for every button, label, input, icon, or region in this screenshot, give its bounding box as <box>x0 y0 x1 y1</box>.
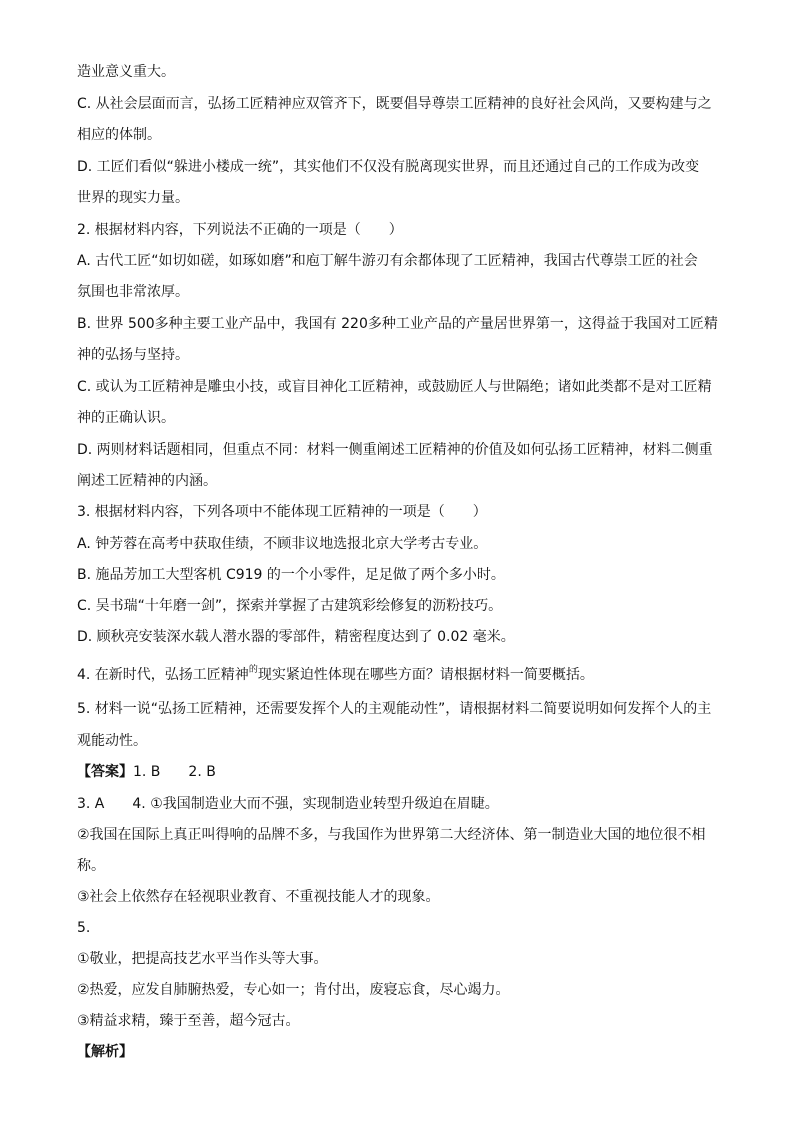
text-line: D. 工匠们看似“躲进小楼成一统”，其实他们不仅没有脱离现实世界，而且还通过自己的工作成为改变 <box>77 159 700 175</box>
question-4 <box>77 666 594 684</box>
answer-line: ②我国在国际上真正叫得响的品牌不多，与我国作为世界第二大经济体、第一制造业大国的地位很不相 <box>77 827 706 843</box>
text-line: 氛围也非常浓厚。 <box>77 284 189 300</box>
answer-line: ③社会上依然存在轻视职业教育、不重视技能人才的现象。 <box>77 889 440 905</box>
text-line: 阐述工匠精神的内涵。 <box>77 473 217 489</box>
text-line: 造业意义重大。 <box>77 64 175 80</box>
text-line: B. 世界 500多种主要工业产品中，我国有 220多种工业产品的产量居世界第一，这得益于我国对工匠精 <box>77 316 718 332</box>
answer-label: 【答案】 <box>77 764 133 780</box>
answer-line: ③精益求精，臻于至善，超今冠古。 <box>77 1013 300 1029</box>
text-line: C. 吴书瑞“十年磨一剑”，探索并掌握了古建筑彩绘修复的沥粉技巧。 <box>77 598 503 614</box>
answer-line: 5. <box>77 920 91 936</box>
answer-line: ①敬业，把提高技艺水平当作头等大事。 <box>77 951 328 967</box>
text-line: C. 或认为工匠精神是雕虫小技，或盲目神化工匠精神，或鼓励匠人与世隔绝；诸如此类都不是对工匠精 <box>77 379 712 395</box>
text-line: D. 顾秋亮安装深水载人潜水器的零部件，精密程度达到了 0.02 毫米。 <box>77 629 515 645</box>
q4-superscript: 的 <box>248 665 258 675</box>
answer-text: 1. B 2. B <box>133 764 216 780</box>
question-3: 3. 根据材料内容，下列各项中不能体现工匠精神的一项是（ ） <box>77 504 487 520</box>
text-line: 神的正确认识。 <box>77 410 175 426</box>
q4-text-start: 4. 在新时代，弘扬工匠精神 <box>77 667 249 683</box>
text-line: 观能动性。 <box>77 733 147 749</box>
q4-text-end: 现实紧迫性体现在哪些方面？请根据材料一简要概括。 <box>257 667 594 683</box>
text-line: 神的弘扬与坚持。 <box>77 347 189 363</box>
text-line: 世界的现实力量。 <box>77 190 189 206</box>
text-line: B. 施品芳加工大型客机 C919 的一个小零件，足足做了两个多小时。 <box>77 567 505 583</box>
text-line: A. 古代工匠“如切如磋，如琢如磨”和庖丁解牛游刃有余都体现了工匠精神，我国古代尊崇工匠的社会 <box>77 253 698 269</box>
text-line: A. 钟芳蓉在高考中获取佳绩，不顾非议地选报北京大学考古专业。 <box>77 536 488 552</box>
text-line: 相应的体制。 <box>77 127 161 143</box>
text-line: C. 从社会层面而言，弘扬工匠精神应双管齐下，既要倡导尊崇工匠精神的良好社会风尚，又要构建与之 <box>77 96 712 112</box>
answer-line <box>77 763 216 781</box>
text-line: D. 两则材料话题相同，但重点不同：材料一侧重阐述工匠精神的价值及如何弘扬工匠精神，材料二侧重 <box>77 442 713 458</box>
question-5: 5. 材料一说“弘扬工匠精神，还需要发挥个人的主观能动性”，请根据材料二简要说明如何发挥个人的主 <box>77 701 712 717</box>
analysis-label: 【解析】 <box>77 1044 133 1060</box>
answer-line: 3. A 4. ①我国制造业大而不强，实现制造业转型升级迫在眉睫。 <box>77 796 499 812</box>
question-2: 2. 根据材料内容，下列说法不正确的一项是（ ） <box>77 222 403 238</box>
answer-line: 称。 <box>77 858 105 874</box>
answer-line: ②热爱，应发自肺腑热爱，专心如一；肯付出，废寝忘食，尽心竭力。 <box>77 982 510 998</box>
